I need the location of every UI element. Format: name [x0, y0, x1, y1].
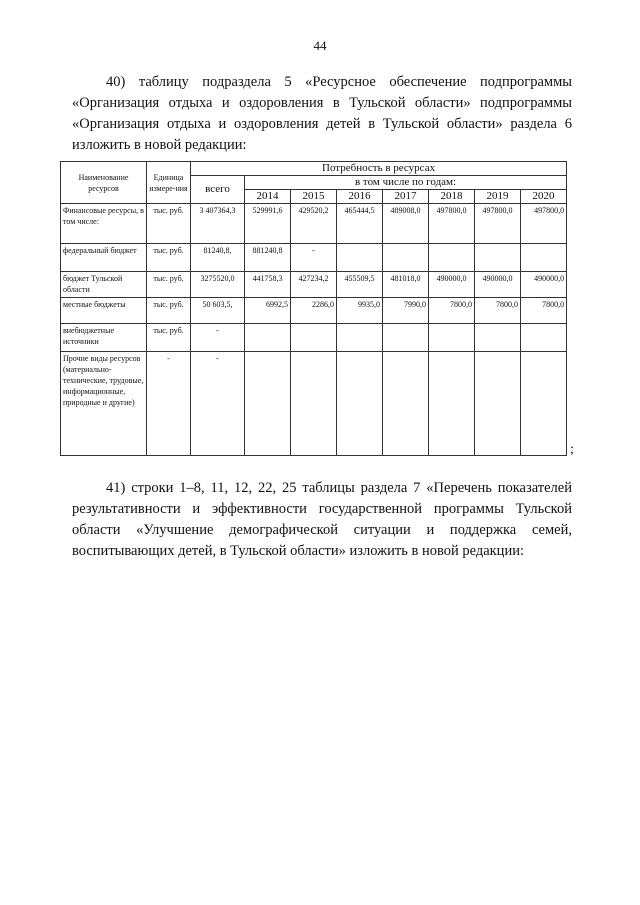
table-end-semicolon: ;: [570, 442, 574, 457]
header-total: всего: [191, 176, 245, 204]
header-year: 2017: [383, 190, 429, 204]
row-year-value: 9935,0: [337, 298, 383, 324]
row-year-value: [245, 352, 291, 456]
intro-paragraph: 40) таблицу подраздела 5 «Ресурсное обеспечение подпрограммы «Организация отдыха и оздоровления в Тульской области» подпрограммы «Организация отдыха и оздоровления детей в Тульской области» раздела 6 изложить в новой редакции:: [72, 74, 572, 153]
row-name: внебюджетные источники: [61, 324, 147, 352]
header-year: 2018: [429, 190, 475, 204]
row-year-value: 489008,0: [383, 204, 429, 244]
next-paragraph: 41) строки 1–8, 11, 12, 22, 25 таблицы раздела 7 «Перечень показателей результативности и эффективности государственной программы Тульской области «Улучшение демографической ситуации и поддержка семей, воспитывающих детей, в Тульской области» изложить в новой редакции:: [72, 480, 572, 559]
row-unit: тыс. руб.: [147, 298, 191, 324]
header-year: 2016: [337, 190, 383, 204]
row-year-value: 455509,5: [337, 272, 383, 298]
row-year-value: [429, 324, 475, 352]
row-year-value: 497800,0: [429, 204, 475, 244]
row-year-value: [337, 324, 383, 352]
header-year: 2020: [521, 190, 567, 204]
row-year-value: [245, 324, 291, 352]
row-year-value: [521, 324, 567, 352]
row-unit: тыс. руб.: [147, 324, 191, 352]
row-year-value: 7990,0: [383, 298, 429, 324]
row-year-value: 441758,3: [245, 272, 291, 298]
table-row: [61, 352, 567, 456]
row-unit: -: [147, 352, 191, 456]
row-year-value: 490000,0: [429, 272, 475, 298]
table-row: [61, 298, 567, 324]
row-year-value: 427234,2: [291, 272, 337, 298]
row-unit: тыс. руб.: [147, 272, 191, 298]
row-name: Финансовые ресурсы, в том числе:: [61, 204, 147, 244]
row-year-value: [475, 352, 521, 456]
row-year-value: [475, 244, 521, 272]
row-year-value: 7800,0: [429, 298, 475, 324]
page-number: 44: [313, 38, 327, 53]
row-year-value: 881240,8: [245, 244, 291, 272]
row-unit: тыс. руб.: [147, 204, 191, 244]
table-row: [61, 244, 567, 272]
row-year-value: 7800,0: [475, 298, 521, 324]
row-year-value: [429, 244, 475, 272]
row-year-value: [383, 324, 429, 352]
row-year-value: 481018,0: [383, 272, 429, 298]
row-name: Прочие виды ресурсов (материально-технические, трудовые, информационные, природные и другие): [61, 352, 147, 456]
header-need: Потребность в ресурсах: [191, 162, 567, 176]
row-name: федеральный бюджет: [61, 244, 147, 272]
row-year-value: 465444,5: [337, 204, 383, 244]
header-unit: Единица измере-ния: [147, 162, 191, 204]
header-incl-years: в том числе по годам:: [245, 176, 567, 190]
header-year: 2015: [291, 190, 337, 204]
row-total: -: [191, 352, 245, 456]
table-header-row: [61, 162, 567, 176]
table-row: [61, 272, 567, 298]
table-row: [61, 324, 567, 352]
row-year-value: 7800,0: [521, 298, 567, 324]
table-row: [61, 204, 567, 244]
row-total: 81240,8,: [191, 244, 245, 272]
resource-table: [60, 161, 567, 456]
row-year-value: [475, 324, 521, 352]
row-year-value: 497800,0: [475, 204, 521, 244]
row-year-value: [337, 352, 383, 456]
row-total: 3 407364,3: [191, 204, 245, 244]
row-year-value: 490000,0: [475, 272, 521, 298]
row-unit: тыс. руб.: [147, 244, 191, 272]
row-total: -: [191, 324, 245, 352]
row-year-value: 529991,6: [245, 204, 291, 244]
row-total: 3275520,0: [191, 272, 245, 298]
row-year-value: [429, 352, 475, 456]
row-year-value: [521, 352, 567, 456]
row-year-value: 2286,0: [291, 298, 337, 324]
row-year-value: [383, 352, 429, 456]
row-year-value: 6992,5: [245, 298, 291, 324]
row-year-value: -: [291, 244, 337, 272]
row-name: местные бюджеты: [61, 298, 147, 324]
row-year-value: [337, 244, 383, 272]
row-year-value: 490000,0: [521, 272, 567, 298]
row-year-value: [521, 244, 567, 272]
row-year-value: 429520,2: [291, 204, 337, 244]
row-year-value: [383, 244, 429, 272]
header-year: 2014: [245, 190, 291, 204]
header-name: Наименование ресурсов: [61, 162, 147, 204]
row-year-value: 497800,0: [521, 204, 567, 244]
row-total: 50 603,5,: [191, 298, 245, 324]
header-year: 2019: [475, 190, 521, 204]
row-name: бюджет Тульской области: [61, 272, 147, 298]
row-year-value: [291, 352, 337, 456]
row-year-value: [291, 324, 337, 352]
